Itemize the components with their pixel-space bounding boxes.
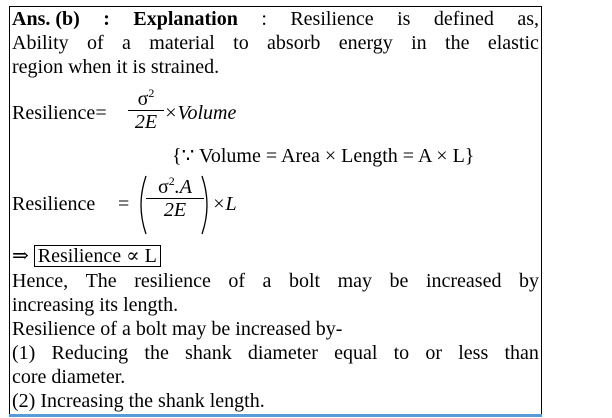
item1-line1 bbox=[12, 342, 539, 364]
word: The bbox=[85, 270, 117, 292]
formula1-times-volume: ×Volume bbox=[164, 102, 237, 124]
box-bottom-rule bbox=[9, 414, 542, 418]
word: shank bbox=[185, 342, 232, 364]
heading-word: is bbox=[397, 8, 411, 30]
formula2-numerator bbox=[158, 176, 192, 198]
definition-line-2 bbox=[12, 32, 539, 54]
word: diameter bbox=[247, 342, 318, 364]
volume-note: {∵ Volume = Area × Length = A × L} bbox=[172, 145, 475, 167]
word: bolt bbox=[288, 270, 321, 292]
sigma-symbol: σ bbox=[158, 176, 169, 198]
word: elastic bbox=[487, 32, 539, 54]
heading-word: as, bbox=[517, 8, 539, 30]
word: absorb bbox=[267, 32, 321, 54]
formula1-denominator: 2E bbox=[134, 111, 158, 133]
answer-label: Ans. (b) bbox=[12, 8, 80, 30]
paragraph2: Resilience of a bolt may be increased by- bbox=[12, 318, 343, 340]
proportional-box: Resilience ∝ L bbox=[34, 245, 161, 267]
heading-line bbox=[12, 8, 539, 30]
paragraph1-line1 bbox=[12, 270, 539, 292]
word: increased bbox=[425, 270, 502, 292]
implies-arrow-icon: ⇒ bbox=[12, 245, 29, 267]
formula2-lhs bbox=[12, 193, 95, 215]
sigma-symbol: σ bbox=[137, 88, 149, 110]
word: in bbox=[411, 32, 427, 54]
heading-word: : bbox=[261, 8, 267, 30]
word: a bbox=[122, 32, 131, 54]
word: material bbox=[149, 32, 215, 54]
formula2-fraction bbox=[146, 176, 204, 221]
word: Hence, bbox=[12, 270, 69, 292]
word: equal bbox=[334, 342, 378, 364]
word: the bbox=[445, 32, 470, 54]
word: to bbox=[393, 342, 410, 364]
formula2-lhs-text: Resilience bbox=[12, 193, 96, 215]
word: by bbox=[518, 270, 539, 292]
formula2-denominator: 2E bbox=[163, 199, 187, 221]
heading-colon: : bbox=[103, 8, 110, 30]
formula2-times-l: ×L bbox=[212, 193, 237, 215]
superscript: 2 bbox=[148, 86, 155, 100]
word: energy bbox=[338, 32, 393, 54]
paragraph1-line2: increasing its length. bbox=[12, 294, 179, 316]
word: to bbox=[233, 32, 249, 54]
definition-line-3: region when it is strained. bbox=[12, 56, 220, 78]
implies-line bbox=[12, 245, 161, 267]
heading-word: defined bbox=[433, 8, 494, 30]
word: than bbox=[504, 342, 539, 364]
word: less bbox=[458, 342, 489, 364]
formula1-equals: = bbox=[95, 102, 107, 124]
numerator-area: .A bbox=[174, 176, 192, 198]
word: be bbox=[389, 270, 409, 292]
heading-word: Resilience bbox=[290, 8, 374, 30]
word: Ability bbox=[12, 32, 69, 54]
item1-line2: core diameter. bbox=[12, 366, 126, 388]
item2: (2) Increasing the shank length. bbox=[12, 390, 265, 412]
formula1-numerator bbox=[138, 88, 155, 110]
word: (1) bbox=[12, 342, 36, 364]
formula1-fraction bbox=[128, 88, 164, 133]
word: may bbox=[337, 270, 373, 292]
word: of bbox=[87, 32, 104, 54]
superscript: 2 bbox=[168, 174, 175, 188]
word: of bbox=[228, 270, 246, 292]
word: the bbox=[144, 342, 169, 364]
explanation-label: Explanation bbox=[133, 8, 238, 30]
word: a bbox=[262, 270, 272, 292]
formula2-equals: = bbox=[118, 193, 130, 215]
word: resilience bbox=[134, 270, 211, 292]
word: Reducing bbox=[51, 342, 129, 364]
formula1-lhs-text: Resilience bbox=[12, 102, 96, 124]
formula1-lhs bbox=[12, 102, 107, 124]
word: or bbox=[425, 342, 443, 364]
